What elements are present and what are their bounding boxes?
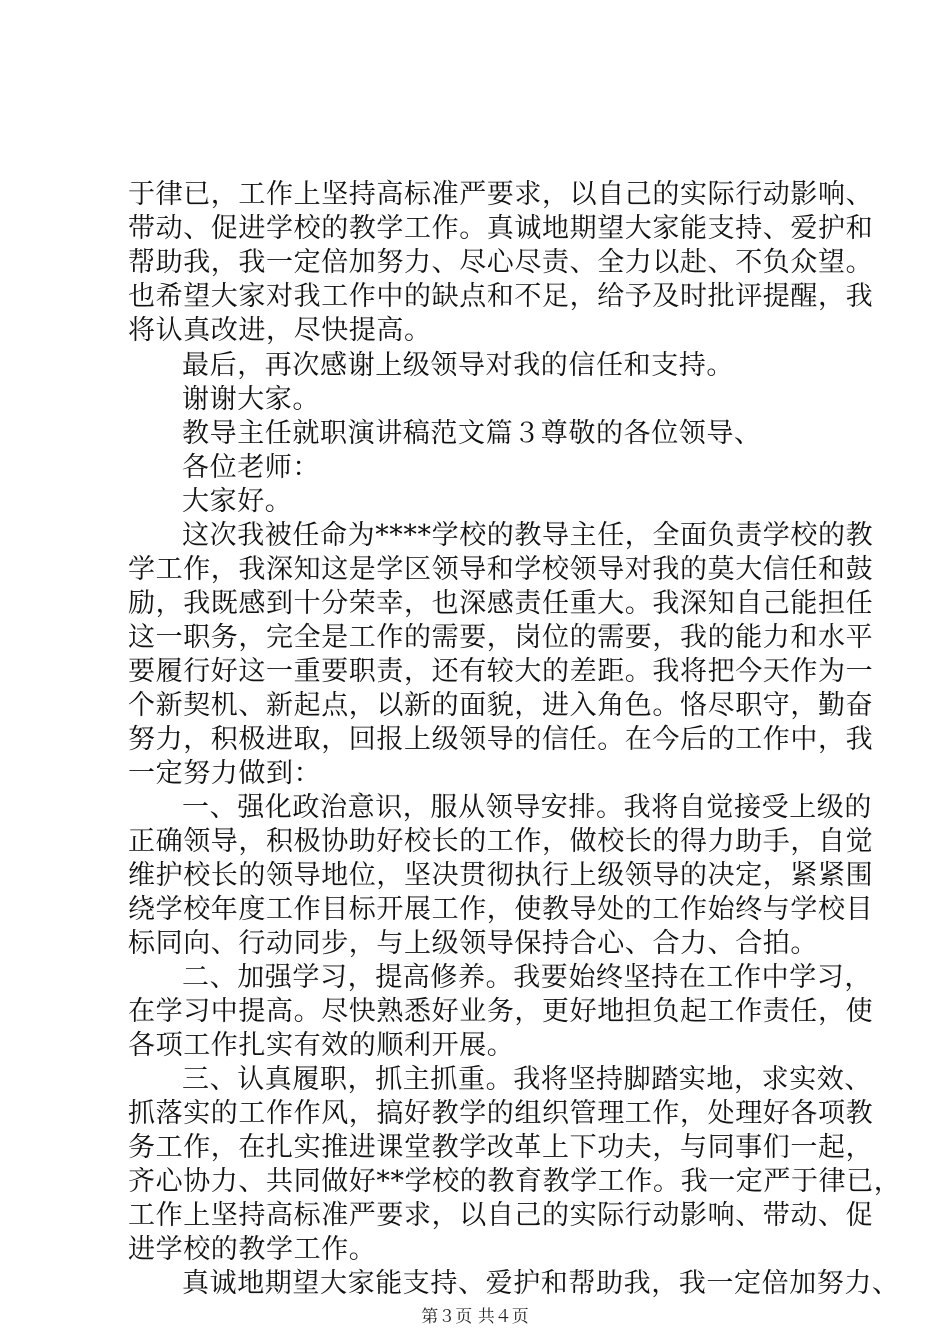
- text-line: 个新契机、新起点，以新的面貌，进入角色。恪尽职守，勤奋: [128, 690, 874, 721]
- text-line: 一、强化政治意识，服从领导安排。我将自觉接受上级的: [182, 792, 872, 823]
- text-line: 务工作，在扎实推进课堂教学改革上下功夫，与同事们一起，: [128, 1132, 874, 1163]
- text-line: 学工作，我深知这是学区领导和学校领导对我的莫大信任和鼓: [128, 554, 874, 585]
- text-line: 也希望大家对我工作中的缺点和不足，给予及时批评提醒，我: [128, 281, 874, 312]
- text-line: 励，我既感到十分荣幸，也深感责任重大。我深知自己能担任: [128, 588, 874, 619]
- text-line: 于律已，工作上坚持高标准严要求，以自己的实际行动影响、: [128, 179, 874, 210]
- text-line: 这次我被任命为****学校的教导主任，全面负责学校的教: [182, 520, 874, 551]
- text-line: 要履行好这一重要职责，还有较大的差距。我将把今天作为一: [128, 656, 874, 687]
- text-line: 二、加强学习，提高修养。我要始终坚持在工作中学习，: [182, 962, 872, 993]
- text-line: 真诚地期望大家能支持、爱护和帮助我，我一定倍加努力、: [182, 1268, 900, 1299]
- text-line: 三、认真履职，抓主抓重。我将坚持脚踏实地，求实效、: [182, 1064, 872, 1095]
- text-line: 正确领导，积极协助好校长的工作，做校长的得力助手，自觉: [128, 826, 874, 857]
- text-line: 各项工作扎实有效的顺利开展。: [128, 1030, 515, 1061]
- text-line: 努力，积极进取，回报上级领导的信任。在今后的工作中，我: [128, 724, 874, 755]
- text-line: 一定努力做到：: [128, 758, 322, 789]
- text-line: 谢谢大家。: [182, 384, 320, 415]
- text-line: 大家好。: [182, 486, 293, 517]
- text-line: 抓落实的工作作风，搞好教学的组织管理工作，处理好各项教: [128, 1098, 874, 1129]
- text-line: 最后，再次感谢上级领导对我的信任和支持。: [182, 350, 734, 381]
- text-line: 进学校的教学工作。: [128, 1234, 377, 1265]
- text-line: 齐心协力、共同做好**学校的教育教学工作。我一定严于律已，: [128, 1166, 902, 1197]
- page-number-footer: 第３页 共４页: [421, 1307, 529, 1327]
- text-line: 将认真改进，尽快提高。: [128, 315, 432, 346]
- text-line: 绕学校年度工作目标开展工作，使教导处的工作始终与学校目: [128, 894, 874, 925]
- text-line: 标同向、行动同步，与上级领导保持合心、合力、合拍。: [128, 928, 818, 959]
- text-line: 帮助我，我一定倍加努力、尽心尽责、全力以赴、不负众望。: [128, 247, 874, 278]
- text-line: 各位老师：: [182, 452, 320, 483]
- text-line: 教导主任就职演讲稿范文篇３尊敬的各位领导、: [182, 418, 762, 449]
- text-line: 工作上坚持高标准严要求，以自己的实际行动影响、带动、促: [128, 1200, 874, 1231]
- text-line: 维护校长的领导地位，坚决贯彻执行上级领导的决定，紧紧围: [128, 860, 874, 891]
- text-line: 这一职务，完全是工作的需要，岗位的需要，我的能力和水平: [128, 622, 874, 653]
- text-line: 在学习中提高。尽快熟悉好业务，更好地担负起工作责任，使: [128, 996, 874, 1027]
- text-line: 带动、促进学校的教学工作。真诚地期望大家能支持、爱护和: [128, 213, 874, 244]
